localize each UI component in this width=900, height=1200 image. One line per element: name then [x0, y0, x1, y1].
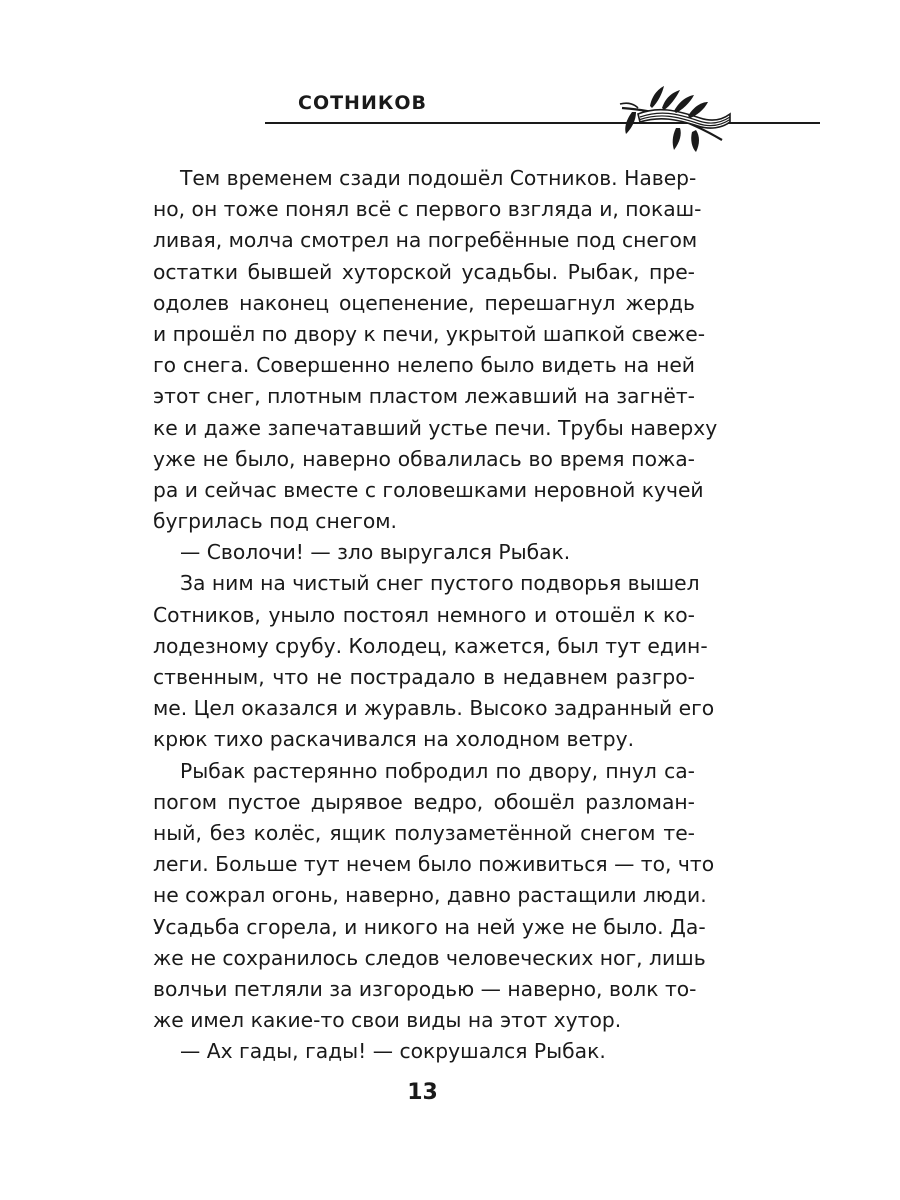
text-line: — Ах гады, гады! — сокрушался Рыбак. — [180, 1039, 606, 1064]
body-text — [153, 163, 718, 1067]
text-line: лодезному срубу. Колодец, кажется, был тут един- — [153, 633, 708, 658]
text-line: и прошёл по двору к печи, укрытой шапкой свеже- — [153, 321, 706, 346]
text-line: ра и сейчас вместе с головешками неровной кучей — [153, 477, 704, 502]
text-line: же имел какие-то свои виды на этот хутор. — [153, 1008, 622, 1033]
running-head-title: СОТНИКОВ — [298, 92, 428, 114]
text-line: не сожрал огонь, наверно, давно растащили люди. — [153, 883, 707, 908]
text-line: Сотников, уныло постоял немного и отошёл к ко- — [153, 602, 695, 627]
text-line: ке и даже запечатавший устье печи. Трубы наверху — [153, 415, 718, 440]
text-line: погом пустое дырявое ведро, обошёл разломан- — [153, 789, 695, 814]
text-line: Усадьба сгорела, и никого на ней уже не было. Да- — [153, 914, 706, 939]
text-line: уже не было, наверно обвалилась во время пожа- — [153, 446, 695, 471]
text-line: Тем временем сзади подошёл Сотников. Навер- — [180, 166, 697, 190]
text-line: ме. Цел оказался и журавль. Высоко задранный его — [153, 696, 715, 721]
text-line: этот снег, плотным пластом лежавший на загнёт- — [153, 384, 695, 409]
text-line: бугрилась под снегом. — [153, 509, 397, 534]
text-line: но, он тоже понял всё с первого взгляда и, покаш- — [153, 197, 702, 222]
text-line: же не сохранилось следов человеческих ног, лишь — [153, 945, 706, 970]
page-number: 13 — [407, 1080, 438, 1105]
text-line: ный, без колёс, ящик полузаметённой снегом те- — [153, 820, 695, 845]
text-line: — Сволочи! — зло выругался Рыбак. — [180, 540, 571, 565]
text-line: одолев наконец оцепенение, перешагнул жердь — [153, 290, 695, 315]
text-line: Рыбак растерянно побродил по двору, пнул са- — [180, 758, 695, 783]
text-line: За ним на чистый снег пустого подворья вышел — [180, 571, 700, 596]
text-line: остатки бывшей хуторской усадьбы. Рыбак, пре- — [153, 259, 695, 284]
text-line: леги. Больше тут нечем было поживиться — то, что — [153, 852, 715, 877]
text-line: го снега. Совершенно нелепо было видеть на ней — [153, 353, 695, 378]
text-line: крюк тихо раскачивался на холодном ветру. — [153, 727, 635, 752]
text-line: волчьи петляли за изгородью — наверно, волк то- — [153, 976, 697, 1001]
text-line: ственным, что не пострадало в недавнем разгро- — [153, 665, 695, 689]
text-line: ливая, молча смотрел на погребённые под снегом — [153, 228, 698, 253]
laurel-ribbon-icon — [618, 84, 738, 156]
